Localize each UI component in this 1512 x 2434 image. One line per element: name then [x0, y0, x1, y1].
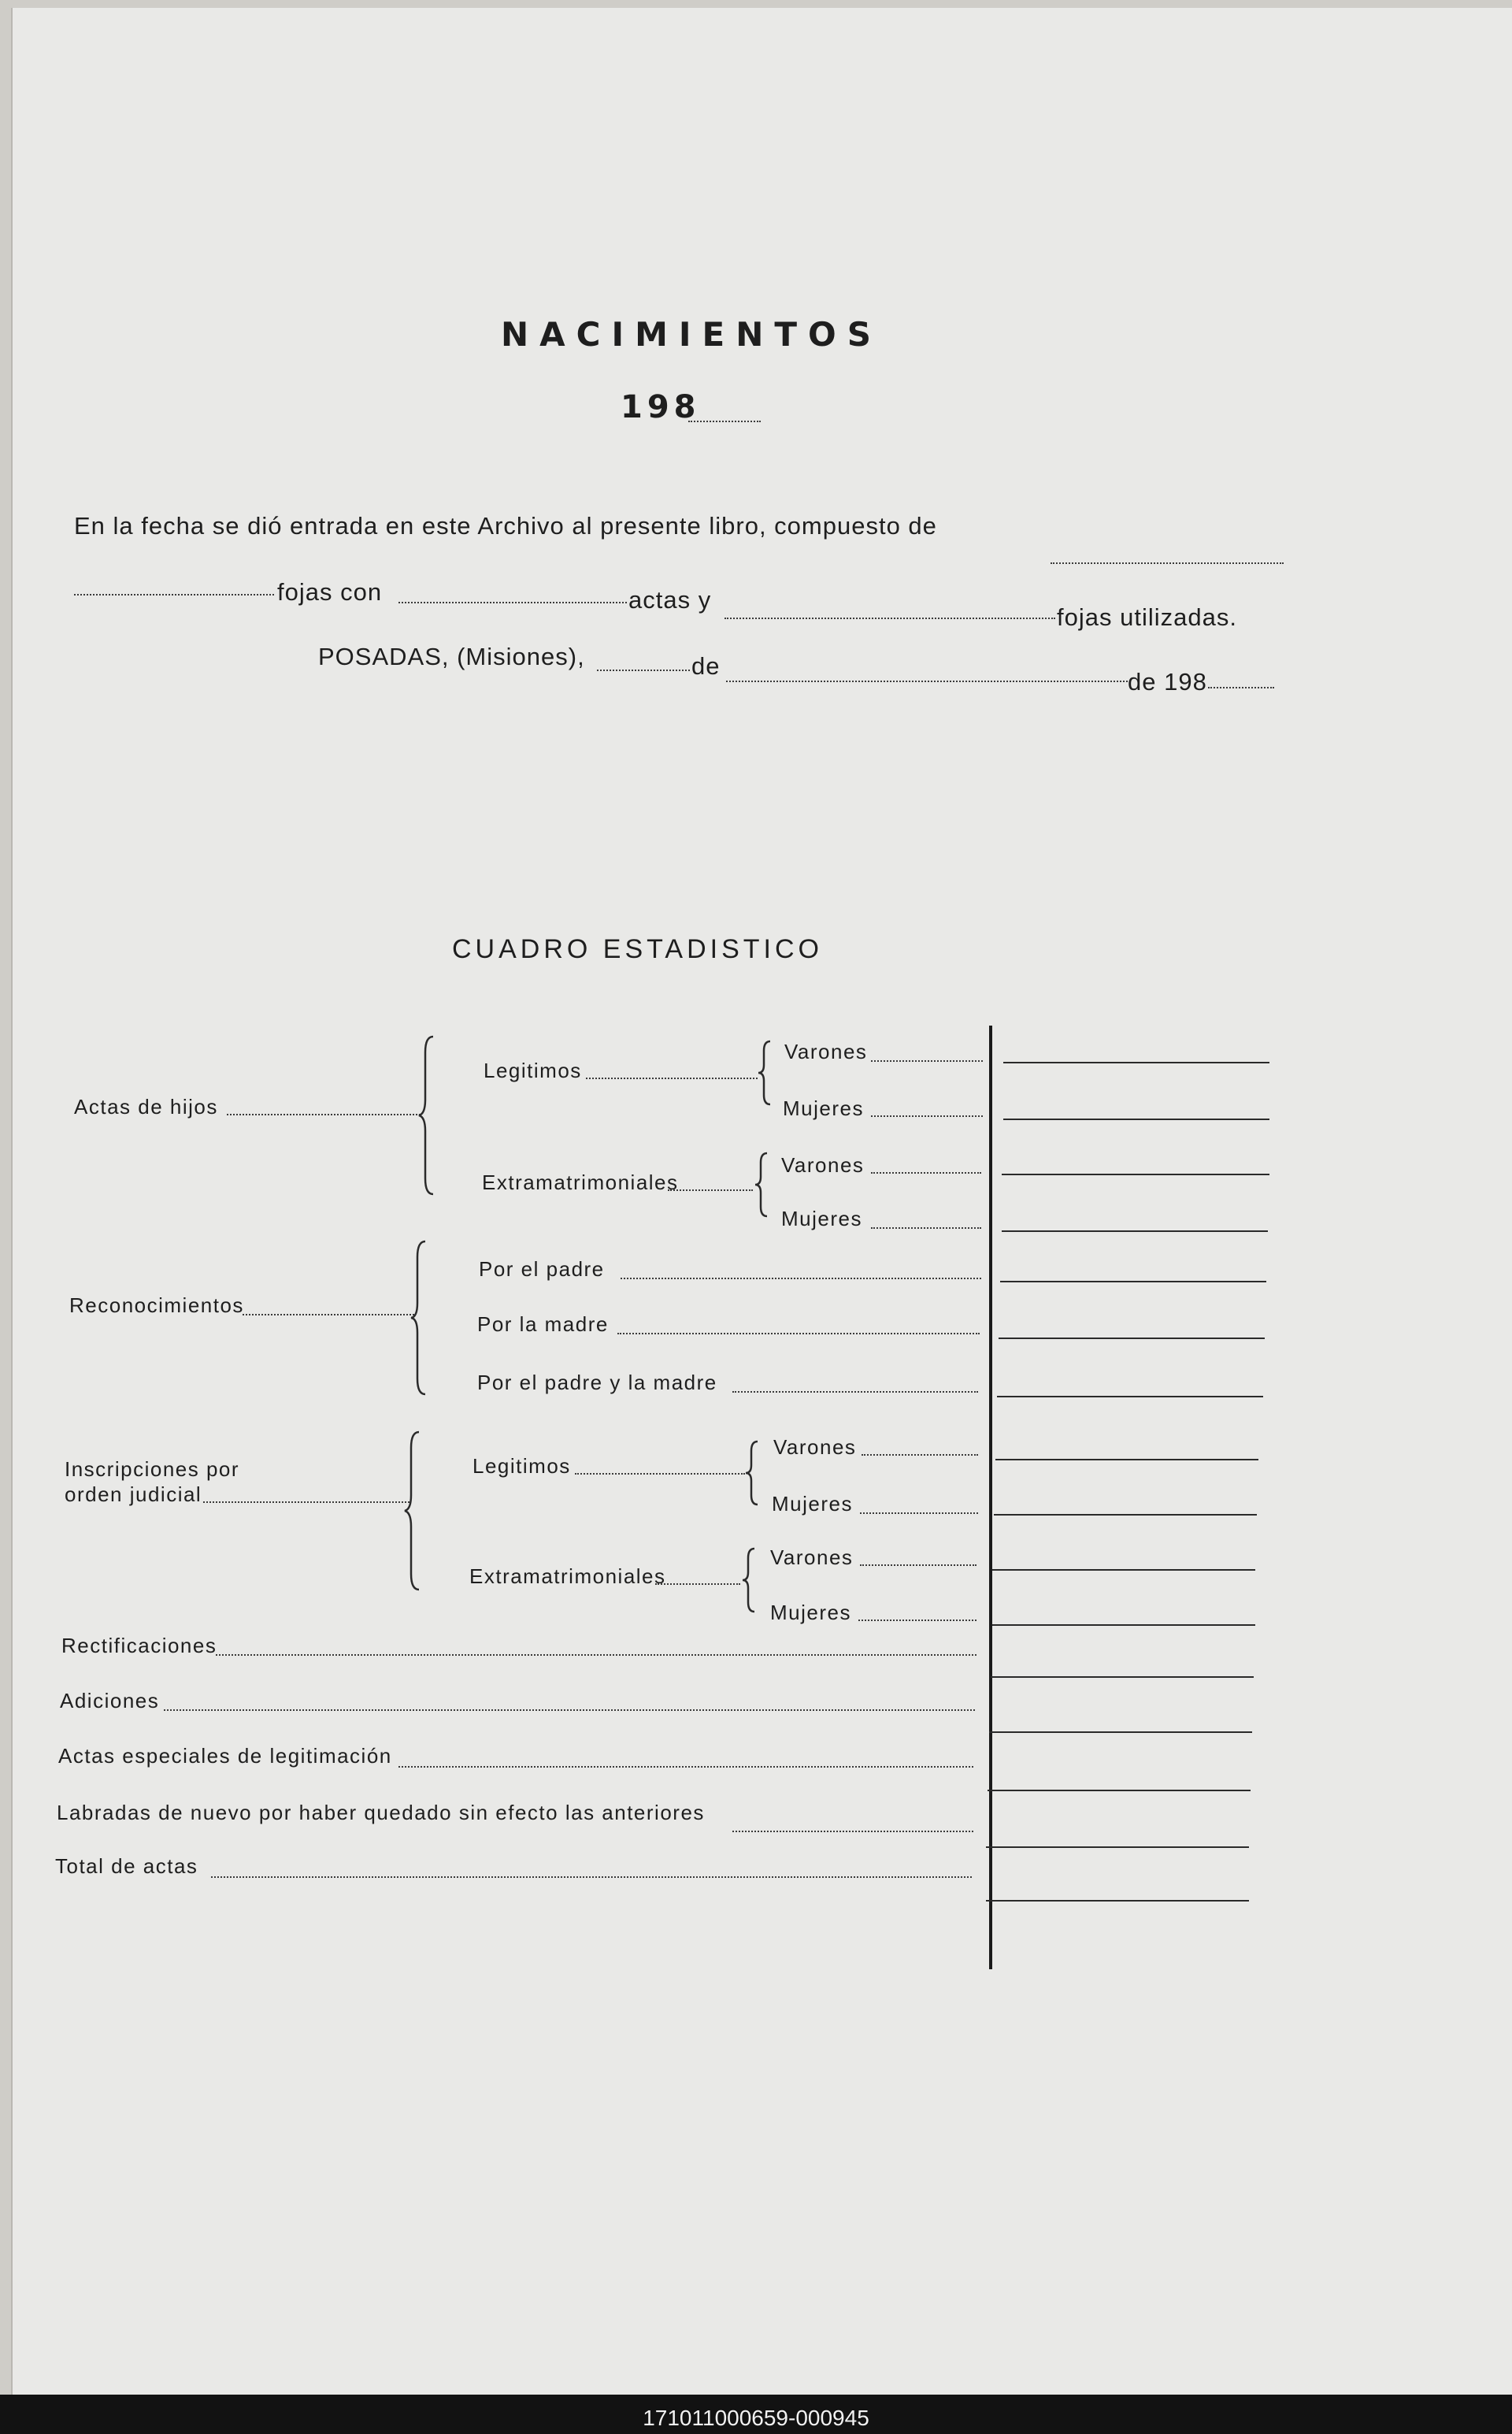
value-line-por-madre: [999, 1338, 1265, 1339]
label-labradas: Labradas de nuevo por haber quedado sin efecto las anteriores: [57, 1801, 705, 1824]
dots-varones-3: [862, 1454, 978, 1456]
value-line-extra-mujeres: [1002, 1230, 1268, 1232]
label-actas-hijos: Actas de hijos: [74, 1095, 218, 1119]
label-mujeres-1: Mujeres: [783, 1096, 864, 1120]
dots-mujeres-2: [871, 1227, 981, 1229]
value-line-legitimos-mujeres: [1003, 1119, 1269, 1120]
label-legitimos-1: Legitimos: [484, 1059, 582, 1082]
label-mujeres-2: Mujeres: [781, 1207, 862, 1230]
intro-line-1: En la fecha se dió entrada en este Archivo al presente libro, compuesto de: [74, 512, 937, 540]
document-id: 171011000659-000945: [643, 2406, 869, 2430]
value-line-labradas: [986, 1846, 1249, 1848]
label-varones-1: Varones: [784, 1040, 868, 1063]
dots-rectificaciones: [216, 1654, 976, 1656]
dots-actas-hijos: [227, 1114, 421, 1115]
document-page: [11, 8, 1512, 2395]
blank-month: [726, 681, 1128, 682]
label-fojas-con: fojas con: [277, 578, 383, 606]
dots-varones-1: [871, 1060, 983, 1062]
dots-mujeres-3: [860, 1512, 978, 1514]
label-reconocimientos: Reconocimientos: [69, 1293, 244, 1317]
label-rectificaciones: Rectificaciones: [61, 1634, 217, 1657]
dots-varones-4: [860, 1564, 976, 1566]
brace-extramatrimoniales-1: [753, 1153, 772, 1216]
dots-mujeres-1: [871, 1115, 983, 1117]
label-extramatrimoniales-1: Extramatrimoniales: [482, 1171, 679, 1194]
value-line-total: [986, 1900, 1249, 1902]
dots-actas-especiales: [398, 1766, 973, 1768]
blank-day: [597, 670, 690, 671]
label-varones-4: Varones: [770, 1545, 854, 1569]
label-actas-especiales: Actas especiales de legitimación: [58, 1744, 392, 1768]
value-line-adiciones: [989, 1731, 1252, 1733]
value-line-actas-especiales: [988, 1790, 1251, 1791]
dots-inscripciones: [203, 1501, 410, 1503]
value-line-legitimos-varones: [1003, 1062, 1269, 1063]
value-line-insc-legitimos-mujeres: [994, 1514, 1257, 1516]
brace-legitimos-2: [743, 1441, 762, 1505]
stats-title: CUADRO ESTADISTICO: [452, 934, 823, 964]
label-total: Total de actas: [55, 1854, 198, 1878]
blank-year-end: [1208, 687, 1274, 688]
dots-labradas: [732, 1831, 973, 1832]
value-line-por-padre-madre: [997, 1396, 1263, 1397]
label-de: de: [691, 652, 721, 680]
value-line-insc-legitimos-varones: [995, 1459, 1258, 1460]
label-inscripciones-2: orden judicial: [65, 1482, 202, 1506]
value-line-insc-extra-mujeres: [992, 1624, 1255, 1626]
blank-actas-count: [398, 602, 627, 603]
year-label: 198: [621, 389, 701, 425]
dots-mujeres-4: [858, 1620, 976, 1621]
dots-reconocimientos: [243, 1314, 414, 1315]
brace-legitimos-1: [756, 1041, 775, 1104]
value-line-insc-extra-varones: [992, 1569, 1255, 1571]
label-actas-y: actas y: [628, 586, 712, 614]
label-inscripciones-1: Inscripciones por: [65, 1457, 240, 1481]
document-title: NACIMIENTOS: [501, 315, 882, 354]
blank-compuesto: [1051, 562, 1284, 564]
dots-extramatrimoniales-1: [668, 1189, 753, 1191]
label-mujeres-4: Mujeres: [770, 1601, 851, 1624]
label-legitimos-2: Legitimos: [472, 1454, 571, 1478]
blank-fojas-count: [74, 594, 274, 596]
label-mujeres-3: Mujeres: [772, 1492, 853, 1516]
brace-inscripciones: [402, 1432, 425, 1590]
dots-extramatrimoniales-2: [655, 1583, 740, 1585]
label-varones-2: Varones: [781, 1153, 865, 1177]
dots-legitimos-1: [586, 1078, 758, 1079]
value-line-extra-varones: [1002, 1174, 1269, 1175]
label-fojas-utilizadas: fojas utilizadas.: [1057, 603, 1237, 631]
dots-por-padre: [621, 1278, 981, 1279]
value-line-rectificaciones: [991, 1676, 1254, 1678]
column-divider: [989, 1026, 992, 1969]
brace-reconocimientos: [408, 1241, 432, 1394]
dots-total: [211, 1876, 972, 1878]
label-posadas: POSADAS, (Misiones),: [318, 643, 585, 670]
year-blank: [688, 421, 761, 422]
label-adiciones: Adiciones: [60, 1689, 160, 1712]
dots-por-padre-madre: [732, 1391, 978, 1393]
label-por-padre: Por el padre: [479, 1257, 605, 1281]
blank-fojas-utilizadas: [724, 618, 1055, 619]
dots-adiciones: [164, 1709, 975, 1711]
label-por-madre: Por la madre: [477, 1312, 609, 1336]
label-de-198: de 198: [1128, 668, 1207, 696]
brace-actas-hijos: [416, 1037, 439, 1194]
dots-legitimos-2: [575, 1473, 745, 1475]
label-por-padre-madre: Por el padre y la madre: [477, 1371, 717, 1394]
dots-por-madre: [617, 1333, 980, 1334]
dots-varones-2: [871, 1172, 981, 1174]
brace-extramatrimoniales-2: [740, 1549, 759, 1612]
label-extramatrimoniales-2: Extramatrimoniales: [469, 1564, 666, 1588]
label-varones-3: Varones: [773, 1435, 857, 1459]
value-line-por-padre: [1000, 1281, 1266, 1282]
